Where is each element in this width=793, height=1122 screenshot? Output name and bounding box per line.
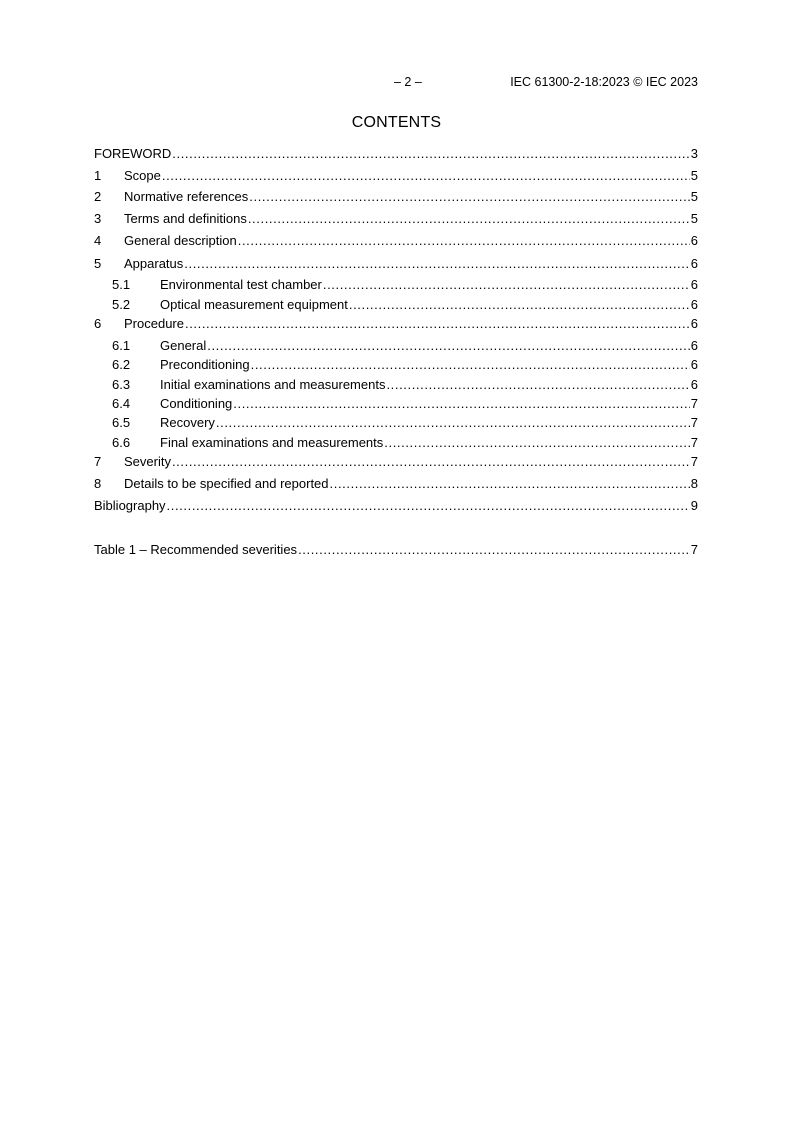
toc-entry-terms-and-definitions[interactable]	[94, 211, 698, 227]
page-header	[94, 75, 698, 93]
toc-entry-severity[interactable]	[94, 454, 698, 470]
toc-leader-dots	[216, 415, 690, 430]
toc-entry-page: 6	[690, 338, 698, 353]
toc-entry-normative-references[interactable]	[94, 189, 698, 205]
toc-leader-dots	[167, 498, 690, 513]
toc-entry-initial-examinations[interactable]	[94, 377, 698, 393]
toc-entry-foreword[interactable]	[94, 146, 698, 162]
toc-leader-dots	[184, 256, 690, 271]
toc-entry-page: 6	[690, 277, 698, 292]
toc-entry-label: Conditioning	[160, 396, 233, 411]
toc-entry-number: 4	[94, 233, 102, 248]
toc-entry-label: FOREWORD	[94, 146, 172, 161]
toc-entry-page: 7	[690, 542, 698, 557]
toc-entry-page: 6	[690, 357, 698, 372]
toc-entry-label: Details to be specified and reported	[124, 476, 329, 491]
toc-entry-label: Recovery	[160, 415, 215, 430]
toc-entry-general-description[interactable]	[94, 233, 698, 249]
document-id: IEC 61300-2-18:2023 © IEC 2023	[510, 75, 698, 89]
toc-leader-dots	[233, 396, 689, 411]
toc-leader-dots	[298, 542, 690, 557]
toc-leader-dots	[238, 233, 690, 248]
toc-entry-general[interactable]	[94, 338, 698, 354]
toc-entry-number: 6.5	[112, 415, 131, 430]
toc-entry-page: 7	[690, 415, 698, 430]
toc-leader-dots	[162, 168, 690, 183]
toc-entry-label: Bibliography	[94, 498, 166, 513]
toc-leader-dots	[386, 377, 689, 392]
toc-entry-label: Apparatus	[124, 256, 184, 271]
toc-entry-page: 7	[690, 454, 698, 469]
toc-leader-dots	[172, 454, 690, 469]
toc-leader-dots	[248, 211, 690, 226]
toc-entry-number: 6.6	[112, 435, 131, 450]
toc-entry-page: 6	[690, 316, 698, 331]
toc-entry-page: 9	[690, 498, 698, 513]
page-number: – 2 –	[394, 75, 422, 89]
toc-entry-page: 3	[690, 146, 698, 161]
toc-entry-page: 7	[690, 435, 698, 450]
toc-entry-environmental-test-chamber[interactable]	[94, 277, 698, 293]
toc-entry-number: 5	[94, 256, 102, 271]
toc-entry-preconditioning[interactable]	[94, 357, 698, 373]
toc-entry-number: 6	[94, 316, 102, 331]
toc-entry-number: 3	[94, 211, 102, 226]
toc-entry-scope[interactable]	[94, 168, 698, 184]
toc-entry-number: 8	[94, 476, 102, 491]
toc-entry-recovery[interactable]	[94, 415, 698, 431]
toc-entry-table-1[interactable]	[94, 542, 698, 558]
toc-entry-number: 2	[94, 189, 102, 204]
toc-entry-label: Severity	[124, 454, 171, 469]
toc-leader-dots	[349, 297, 690, 312]
page-title: CONTENTS	[351, 114, 442, 131]
toc-entry-conditioning[interactable]	[94, 396, 698, 412]
toc-entry-label: Final examinations and measurements	[160, 435, 384, 450]
toc-leader-dots	[330, 476, 690, 491]
toc-leader-dots	[207, 338, 690, 353]
toc-entry-label: Optical measurement equipment	[160, 297, 348, 312]
toc-entry-label: Procedure	[124, 316, 184, 331]
toc-entry-details[interactable]	[94, 476, 698, 492]
toc-entry-number: 6.3	[112, 377, 131, 392]
toc-entry-label: Normative references	[124, 189, 249, 204]
toc-entry-number: 7	[94, 454, 102, 469]
toc-entry-label: Terms and definitions	[124, 211, 247, 226]
toc-entry-page: 5	[690, 168, 698, 183]
toc-entry-page: 6	[690, 377, 698, 392]
toc-entry-procedure[interactable]	[94, 316, 698, 332]
toc-entry-number: 6.2	[112, 357, 131, 372]
toc-entry-number: 1	[94, 168, 102, 183]
toc-leader-dots	[323, 277, 690, 292]
toc-entry-page: 6	[690, 233, 698, 248]
toc-entry-label: Initial examinations and measurements	[160, 377, 386, 392]
toc-entry-page: 8	[690, 476, 698, 491]
toc-entry-page: 5	[690, 211, 698, 226]
toc-entry-label: Scope	[124, 168, 161, 183]
toc-entry-bibliography[interactable]	[94, 498, 698, 514]
toc-entry-label: Table 1 – Recommended severities	[94, 542, 298, 557]
toc-entry-page: 7	[690, 396, 698, 411]
toc-entry-final-examinations[interactable]	[94, 435, 698, 451]
toc-leader-dots	[249, 189, 689, 204]
toc-leader-dots	[251, 357, 690, 372]
toc-entry-page: 5	[690, 189, 698, 204]
toc-leader-dots	[172, 146, 689, 161]
toc-entry-page: 6	[690, 256, 698, 271]
toc-entry-number: 5.2	[112, 297, 131, 312]
toc-entry-number: 6.1	[112, 338, 131, 353]
toc-entry-page: 6	[690, 297, 698, 312]
toc-entry-number: 6.4	[112, 396, 131, 411]
toc-entry-apparatus[interactable]	[94, 256, 698, 272]
toc-leader-dots	[384, 435, 689, 450]
toc-entry-number: 5.1	[112, 277, 131, 292]
toc-entry-optical-measurement-equipment[interactable]	[94, 297, 698, 313]
toc-entry-label: General	[160, 338, 207, 353]
toc-leader-dots	[185, 316, 690, 331]
toc-entry-label: General description	[124, 233, 237, 248]
toc-entry-label: Environmental test chamber	[160, 277, 322, 292]
toc-entry-label: Preconditioning	[160, 357, 250, 372]
